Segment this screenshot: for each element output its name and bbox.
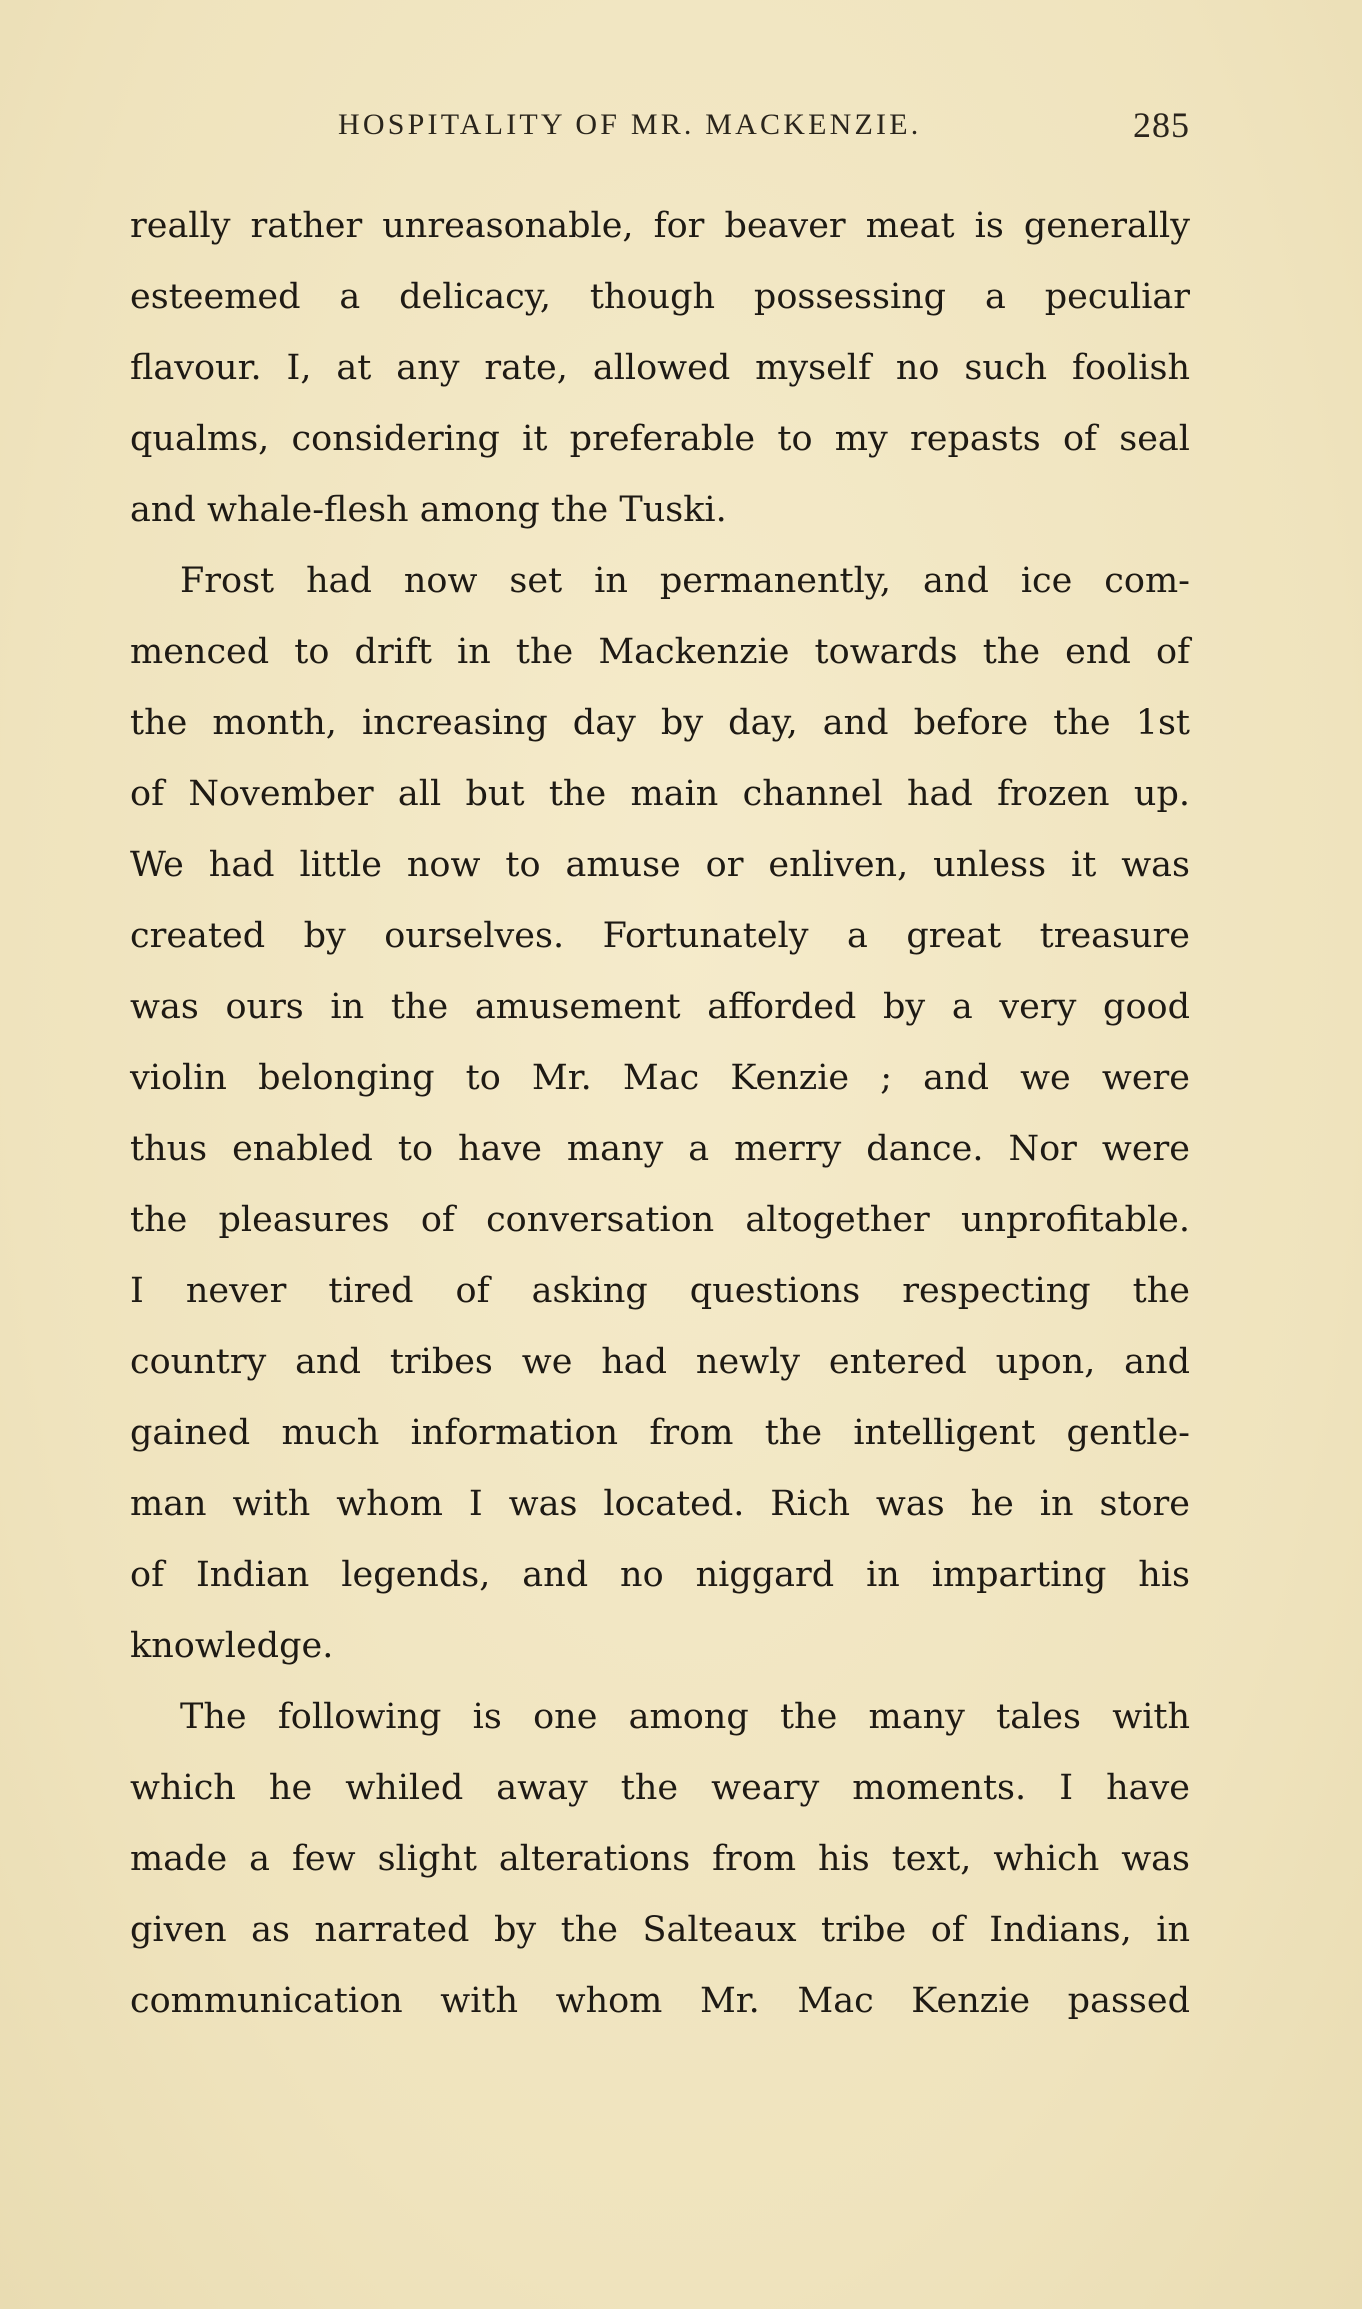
text-line: I never tired of asking questions respecting the — [130, 1271, 1190, 1311]
text-line: and whale-flesh among the Tuski. — [130, 490, 727, 530]
text-line: of November all but the main channel had frozen up. — [130, 774, 1190, 814]
text-line: was ours in the amusement afforded by a very good — [130, 987, 1190, 1027]
text-line: country and tribes we had newly entered upon, and — [130, 1342, 1190, 1382]
text-line: Frost had now set in permanently, and ice com- — [180, 561, 1190, 601]
text-line: menced to drift in the Mackenzie towards the end of — [130, 632, 1190, 672]
text-line: man with whom I was located. Rich was he in store — [130, 1484, 1190, 1524]
body-text — [130, 191, 1190, 2037]
page-number: 285 — [1133, 105, 1190, 145]
text-line: flavour. I, at any rate, allowed myself no such foolish — [130, 348, 1190, 388]
running-head — [0, 105, 1362, 148]
text-line: gained much information from the intelligent gentle- — [130, 1413, 1190, 1453]
text-line: really rather unreasonable, for beaver meat is generally — [130, 206, 1190, 246]
text-line: thus enabled to have many a merry dance. Nor were — [130, 1129, 1190, 1169]
text-line: given as narrated by the Salteaux tribe of Indians, in — [130, 1910, 1190, 1950]
running-head-title: HOSPITALITY OF MR. MACKENZIE. — [338, 108, 922, 141]
text-line: The following is one among the many tales with — [180, 1697, 1190, 1737]
text-line: the month, increasing day by day, and before the 1st — [130, 703, 1190, 743]
text-line: of Indian legends, and no niggard in imparting his — [130, 1555, 1190, 1595]
text-line: knowledge. — [130, 1626, 334, 1666]
text-line: the pleasures of conversation altogether unprofitable. — [130, 1200, 1190, 1240]
text-line: created by ourselves. Fortunately a great treasure — [130, 916, 1190, 956]
text-line: made a few slight alterations from his text, which was — [130, 1839, 1190, 1879]
text-line: violin belonging to Mr. Mac Kenzie ; and we were — [130, 1058, 1190, 1098]
text-line: qualms, considering it preferable to my repasts of seal — [130, 419, 1190, 459]
text-line: communication with whom Mr. Mac Kenzie passed — [130, 1981, 1190, 2021]
text-line: We had little now to amuse or enliven, unless it was — [130, 845, 1190, 885]
text-line: which he whiled away the weary moments. I have — [130, 1768, 1190, 1808]
text-line: esteemed a delicacy, though possessing a peculiar — [130, 277, 1190, 317]
